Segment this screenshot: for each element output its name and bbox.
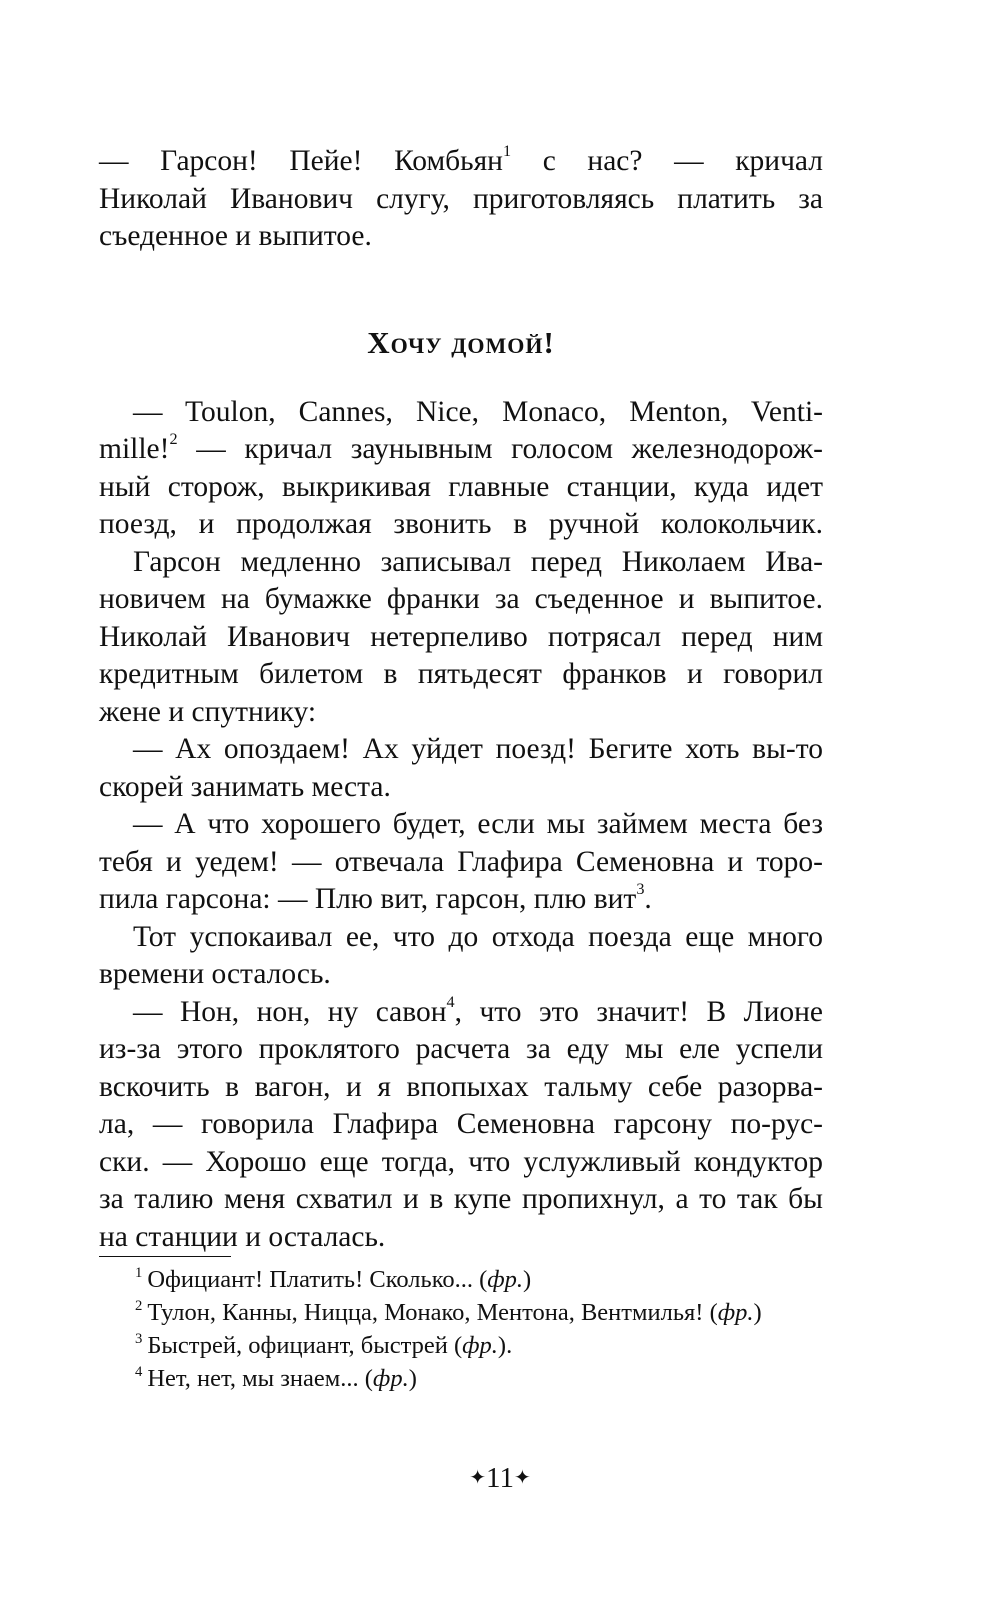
chapter-title: Хочу домой! xyxy=(367,324,555,360)
text-line: Гарсон медленно записывал перед Николаем Ива- xyxy=(133,545,823,578)
text-line: Тот успокаивал ее, что до отхода поезда еще много xyxy=(133,920,823,953)
page-number xyxy=(0,1460,1000,1496)
text-line: тебя и уедем! — отвечала Глафира Семеновна и торо- xyxy=(99,845,823,878)
footnote-1: $^1$ Официант! Платить! Сколько... (фр.) xyxy=(135,1264,532,1293)
text-line: за талию меня схватил и в купе пропихнул, а то так бы xyxy=(99,1183,823,1215)
footnote-3: $^3$ Быстрей, официант, быстрей (фр.). xyxy=(135,1330,513,1359)
ornament-star-icon: ✦ xyxy=(469,1467,487,1489)
footnote-4: $^4$ Нет, нет, мы знаем... (фр.) xyxy=(135,1363,417,1392)
text-line: новичем на бумажке франки за съеденное и выпитое. xyxy=(99,583,823,615)
footnote-ref: 2 xyxy=(169,430,178,449)
text-line: ный сторож, выкрикивая главные станции, куда идет xyxy=(99,470,823,503)
text-line: ски. — Хорошо еще тогда, что услужливый кондуктор xyxy=(99,1145,823,1178)
text-line: — А что хорошего будет, если мы займем места без xyxy=(133,808,823,840)
ornament-star-icon: ✦ xyxy=(513,1467,531,1489)
text-line: — Ах опоздаем! Ах уйдет поезд! Бегите хоть вы-то xyxy=(133,733,823,765)
text-line: Николай Иванович нетерпеливо потрясал перед ним xyxy=(99,620,823,653)
text-line: Николай Иванович слугу, приготовляясь платить за xyxy=(99,182,823,215)
text-line: вскочить в вагон, и я впопыхах тальму себе разорва- xyxy=(99,1070,823,1103)
footnote-2: $^2$ Тулон, Канны, Ницца, Монако, Ментона, Вентмилья! (фр.) xyxy=(135,1297,762,1326)
text-line: кредитным билетом в пятьдесят франков и говорил xyxy=(99,658,823,690)
footnote-mark: 2 xyxy=(135,1297,143,1314)
footnote-ref: 3 xyxy=(636,880,645,899)
text-line: ла, — говорила Глафира Семеновна гарсону по-рус- xyxy=(99,1108,823,1140)
footnote-mark: 1 xyxy=(135,1264,143,1281)
text-line: времени осталось. xyxy=(99,958,331,990)
text-line: на станции и осталась. xyxy=(99,1220,386,1253)
footnote-mark: 3 xyxy=(135,1330,143,1347)
text-line: поезд, и продолжая звонить в ручной колокольчик. xyxy=(99,508,823,540)
footnote-divider xyxy=(99,1256,231,1257)
text-line: — Гарсон! Пейе! Комбьян$^1$ с нас? — кричал xyxy=(99,142,823,177)
text-line: — Нон, нон, ну савон$^4$, что это значит! В Лионе xyxy=(133,992,824,1028)
main-text xyxy=(99,143,823,1256)
text-line: жене и спутнику: xyxy=(99,695,317,728)
text-line: из-за этого проклятого расчета за еду мы еле успели xyxy=(99,1033,823,1065)
text-line: mille!$^2$ — кричал заунывным голосом железнодорож- xyxy=(99,430,823,465)
footnote-ref: 4 xyxy=(446,992,455,1011)
text-line: пила гарсона: — Плю вит, гарсон, плю вит$^3$. xyxy=(99,880,652,915)
text-line: скорей занимать места. xyxy=(99,770,391,803)
footnote-ref: 1 xyxy=(502,142,512,161)
footnotes xyxy=(99,1256,823,1395)
text-line: съеденное и выпитое. xyxy=(99,220,372,252)
text-line: — Toulon, Cannes, Nice, Monaco, Menton, Venti- xyxy=(133,395,823,428)
footnote-mark: 4 xyxy=(135,1363,143,1380)
page-number-value: 11 xyxy=(486,1462,514,1494)
